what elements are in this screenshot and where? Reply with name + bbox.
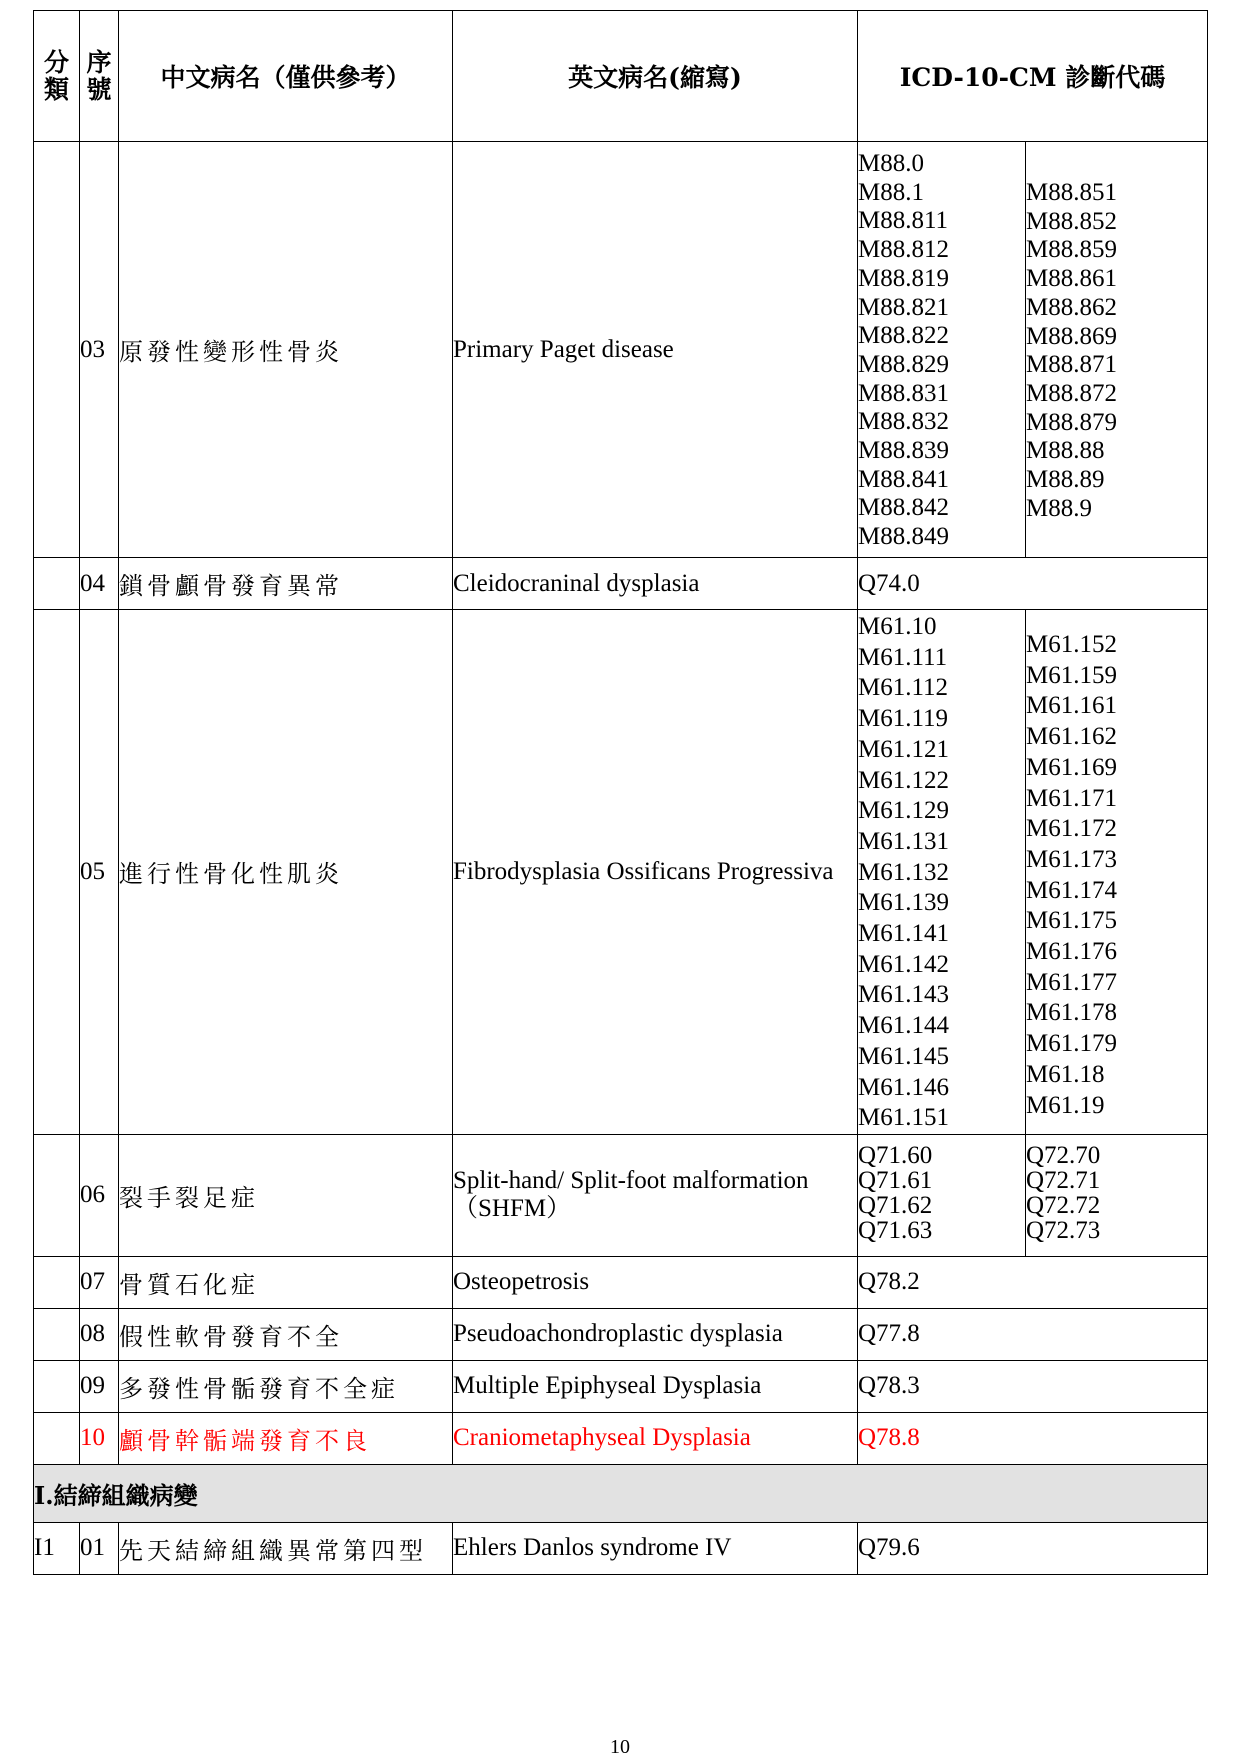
- table-row: [34, 1256, 1208, 1308]
- icd-code: M88.839: [858, 437, 949, 465]
- icd-code: Q71.63: [858, 1216, 933, 1244]
- table-row: [34, 558, 1208, 610]
- category-cell: [34, 610, 80, 1135]
- page-number: 10: [610, 1736, 630, 1758]
- zh-name-cell: 骨質石化症: [119, 1256, 453, 1308]
- icd-code: M61.10: [858, 613, 937, 640]
- icd-code: M88.811: [858, 207, 949, 235]
- icd-code: M61.139: [858, 889, 949, 917]
- icd-code: M88.89: [1026, 466, 1105, 494]
- icd-code-cell: Q78.8: [858, 1412, 1208, 1464]
- category-cell: [34, 1360, 80, 1412]
- table-row: [34, 142, 1208, 558]
- icd-code-list: [858, 142, 1026, 558]
- icd-code: M88.9: [1026, 494, 1092, 522]
- icd-code: M61.175: [1026, 907, 1117, 935]
- table-row: [34, 1134, 1208, 1256]
- icd-code: M88.851: [1026, 179, 1117, 206]
- en-name-cell: Split-hand/ Split-foot malformation （SHFM）: [453, 1134, 858, 1256]
- icd-code: M88.841: [858, 465, 949, 493]
- icd-code: Q71.62: [858, 1191, 933, 1219]
- icd-code: M61.152: [1026, 631, 1117, 658]
- icd-code: M88.0: [858, 150, 924, 177]
- icd-code: M88.862: [1026, 293, 1117, 321]
- icd-code: M88.821: [858, 293, 949, 321]
- icd-code: M88.852: [1026, 207, 1117, 235]
- header-en-name: 英文病名(縮寫): [453, 11, 858, 142]
- icd-code: M88.88: [1026, 437, 1105, 465]
- icd-code: M61.176: [1026, 938, 1117, 966]
- en-name-cell: Pseudoachondroplastic dysplasia: [453, 1308, 858, 1360]
- en-name-cell: Fibrodysplasia Ossificans Progressiva: [453, 610, 858, 1135]
- icd-code: Q72.72: [1026, 1191, 1101, 1219]
- zh-name-cell: 先天結締組織異常第四型: [119, 1522, 453, 1574]
- icd-code: M88.822: [858, 322, 949, 350]
- icd-code: M61.132: [858, 858, 949, 886]
- category-cell: [34, 1412, 80, 1464]
- icd-code: M61.119: [858, 705, 949, 733]
- table-row: [34, 1522, 1208, 1574]
- zh-name-cell: 多發性骨骺發育不全症: [119, 1360, 453, 1412]
- icd-code: M88.849: [858, 523, 949, 551]
- icd-code: M61.143: [858, 981, 949, 1009]
- icd-code: M61.121: [858, 735, 949, 763]
- icd-code: M88.832: [858, 408, 949, 436]
- icd-code: M61.169: [1026, 753, 1117, 781]
- seq-cell: 10: [80, 1412, 119, 1464]
- icd-code: M61.159: [1026, 661, 1117, 689]
- icd-code-table: [33, 10, 1208, 1575]
- icd-code: M88.812: [858, 236, 949, 264]
- icd-code: M61.144: [858, 1012, 949, 1040]
- zh-name-cell: 原發性變形性骨炎: [119, 142, 453, 558]
- table-header-row: [34, 11, 1208, 142]
- category-cell: [34, 558, 80, 610]
- icd-code: M61.162: [1026, 723, 1117, 751]
- section-row: [34, 1464, 1208, 1522]
- seq-cell: 08: [80, 1308, 119, 1360]
- icd-code: Q71.61: [858, 1166, 933, 1194]
- icd-code: M88.831: [858, 379, 949, 407]
- icd-code: M61.112: [858, 674, 949, 702]
- icd-code: M88.1: [858, 178, 924, 206]
- header-category: [34, 11, 80, 142]
- icd-code: M88.872: [1026, 379, 1117, 407]
- seq-cell: 03: [80, 142, 119, 558]
- icd-code: M61.18: [1026, 1060, 1105, 1088]
- icd-code-list: [1026, 142, 1208, 558]
- category-cell: [34, 142, 80, 558]
- icd-code: M61.19: [1026, 1091, 1105, 1119]
- table-row: [34, 610, 1208, 1135]
- icd-code-list: [858, 1134, 1026, 1256]
- icd-code: M88.879: [1026, 408, 1117, 436]
- icd-code: M61.111: [858, 643, 948, 671]
- icd-code: M88.861: [1026, 265, 1117, 293]
- icd-code: M88.829: [858, 350, 949, 378]
- icd-code-list: [1026, 610, 1208, 1135]
- section-title: I.結締組織病變: [34, 1464, 1208, 1522]
- icd-code: M61.151: [858, 1104, 949, 1132]
- seq-cell: 04: [80, 558, 119, 610]
- icd-code: M61.161: [1026, 692, 1117, 720]
- icd-code: M61.129: [858, 797, 949, 825]
- icd-code: M61.179: [1026, 1030, 1117, 1058]
- header-category-label: 分 類: [43, 48, 69, 104]
- en-name-cell: Cleidocraninal dysplasia: [453, 558, 858, 610]
- category-cell: I1: [34, 1522, 80, 1574]
- category-cell: [34, 1308, 80, 1360]
- icd-code: M61.172: [1026, 815, 1117, 843]
- icd-code-cell: Q78.2: [858, 1256, 1208, 1308]
- icd-code-list: [858, 610, 1026, 1135]
- icd-code: M88.859: [1026, 236, 1117, 264]
- icd-code: M61.177: [1026, 968, 1117, 996]
- icd-code: M61.173: [1026, 845, 1117, 873]
- icd-code: M61.174: [1026, 876, 1117, 904]
- icd-code: Q72.73: [1026, 1216, 1101, 1244]
- table-row: [34, 1360, 1208, 1412]
- icd-code: M88.842: [858, 494, 949, 522]
- icd-code-cell: Q74.0: [858, 558, 1208, 610]
- icd-code: M88.819: [858, 264, 949, 292]
- en-name-cell: Craniometaphyseal Dysplasia: [453, 1412, 858, 1464]
- icd-code-cell: Q78.3: [858, 1360, 1208, 1412]
- icd-code: M61.171: [1026, 784, 1117, 812]
- icd-code: M61.142: [858, 950, 949, 978]
- icd-code: M61.122: [858, 766, 949, 794]
- zh-name-cell: 進行性骨化性肌炎: [119, 610, 453, 1135]
- en-name-cell: Primary Paget disease: [453, 142, 858, 558]
- table-row-highlighted: [34, 1412, 1208, 1464]
- header-seq: [80, 11, 119, 142]
- zh-name-cell: 裂手裂足症: [119, 1134, 453, 1256]
- zh-name-cell: 鎖骨顱骨發育異常: [119, 558, 453, 610]
- icd-code: Q71.60: [858, 1141, 933, 1169]
- icd-code: Q72.70: [1026, 1141, 1101, 1169]
- seq-cell: 05: [80, 610, 119, 1135]
- header-zh-name: 中文病名（僅供參考）: [119, 11, 453, 142]
- icd-code: M61.131: [858, 827, 949, 855]
- category-cell: [34, 1134, 80, 1256]
- icd-code: M61.145: [858, 1042, 949, 1070]
- header-icd-code: ICD-10-CM 診斷代碼: [858, 11, 1208, 142]
- en-name-cell: Osteopetrosis: [453, 1256, 858, 1308]
- zh-name-cell: 假性軟骨發育不全: [119, 1308, 453, 1360]
- icd-code: M61.146: [858, 1073, 949, 1101]
- seq-cell: 06: [80, 1134, 119, 1256]
- icd-code-cell: Q77.8: [858, 1308, 1208, 1360]
- table-row: [34, 1308, 1208, 1360]
- seq-cell: 07: [80, 1256, 119, 1308]
- icd-code: Q72.71: [1026, 1166, 1101, 1194]
- seq-cell: 01: [80, 1522, 119, 1574]
- en-name-cell: Ehlers Danlos syndrome IV: [453, 1522, 858, 1574]
- icd-code-cell: Q79.6: [858, 1522, 1208, 1574]
- seq-cell: 09: [80, 1360, 119, 1412]
- zh-name-cell: 顱骨幹骺端發育不良: [119, 1412, 453, 1464]
- header-seq-label: 序 號: [86, 48, 112, 104]
- icd-code: M61.178: [1026, 999, 1117, 1027]
- icd-code: M88.869: [1026, 322, 1117, 350]
- icd-code: M61.141: [858, 920, 949, 948]
- en-name-cell: Multiple Epiphyseal Dysplasia: [453, 1360, 858, 1412]
- icd-code: M88.871: [1026, 351, 1117, 379]
- category-cell: [34, 1256, 80, 1308]
- icd-code-list: [1026, 1134, 1208, 1256]
